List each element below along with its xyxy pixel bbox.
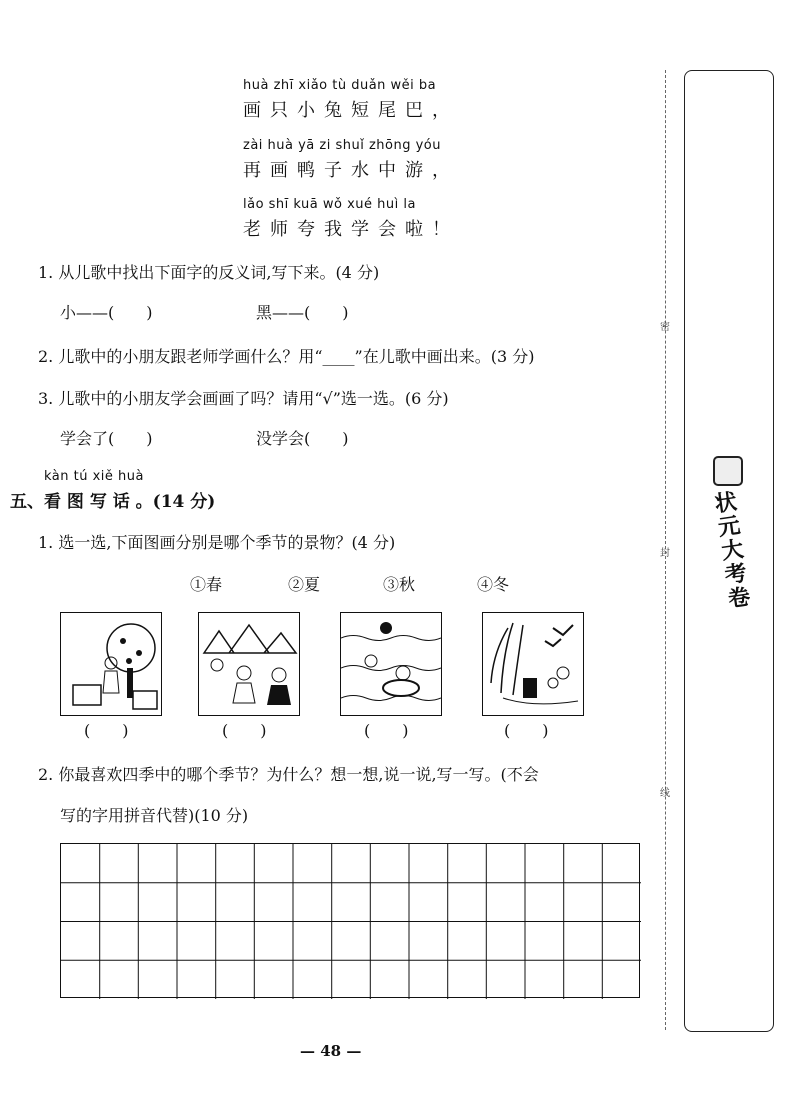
poem-line2-pinyin: zài huà yā zi shuǐ zhōng yóu [243, 138, 441, 153]
logo-text: 状元大考卷 [709, 489, 753, 612]
binding-char-seal: 密 [660, 322, 670, 333]
writing-grid[interactable] [60, 843, 640, 998]
question-1: 1. 从儿歌中找出下面字的反义词,写下来。(4 分) [38, 263, 380, 282]
season-option-autumn: ③秋 [383, 575, 416, 594]
season-option-summer: ②夏 [288, 575, 321, 594]
side-panel [684, 70, 774, 1032]
section5-question-1: 1. 选一选,下面图画分别是哪个季节的景物？(4 分) [38, 533, 396, 552]
poem-line3-text: 老师夸我学会啦！ [243, 219, 459, 240]
section5-question-2-line1: 2. 你最喜欢四季中的哪个季节？为什么？想一想,说一说,写一写。(不会 [38, 765, 539, 784]
poem-line1-pinyin: huà zhī xiǎo tù duǎn wěi ba [243, 78, 437, 93]
picture-2-blank[interactable]: ( ) [222, 721, 267, 740]
poem-line1-text: 画只小兔短尾巴， [243, 100, 459, 121]
question-3: 3. 儿歌中的小朋友学会画画了吗？请用“√”选一选。(6 分) [38, 389, 449, 408]
binding-char-envelope: 封 [660, 548, 670, 559]
season-option-winter: ④冬 [477, 575, 510, 594]
poem-line3-pinyin: lǎo shī kuā wǒ xué huì la [243, 197, 416, 212]
question-3-answer-a[interactable]: 学会了( ) [60, 429, 153, 448]
picture-1-blank[interactable]: ( ) [84, 721, 129, 740]
section5-title: 五、看 图 写 话 。(14 分) [10, 492, 216, 512]
picture-3-blank[interactable]: ( ) [364, 721, 409, 740]
poem-line2-text: 再画鸭子水中游， [243, 160, 459, 181]
page-number: — 48 — [300, 1042, 362, 1060]
section5-question-2-line2: 写的字用拼音代替)(10 分) [60, 806, 249, 825]
binding-char-line: 线 [660, 788, 670, 799]
picture-4-blank[interactable]: ( ) [504, 721, 549, 740]
picture-spring-willow [482, 612, 584, 716]
season-option-spring: ①春 [190, 575, 223, 594]
section5-pinyin: kàn tú xiě huà [44, 469, 144, 484]
question-1-answer-a[interactable]: 小——( ) [60, 303, 153, 322]
question-1-answer-b[interactable]: 黑——( ) [256, 303, 349, 322]
question-2: 2. 儿歌中的小朋友跟老师学画什么？用“____”在儿歌中画出来。(3 分) [38, 347, 535, 366]
picture-autumn-harvest [60, 612, 162, 716]
logo-badge-icon [713, 456, 743, 486]
picture-winter-snowball [198, 612, 300, 716]
picture-summer-swimming [340, 612, 442, 716]
question-3-answer-b[interactable]: 没学会( ) [256, 429, 349, 448]
